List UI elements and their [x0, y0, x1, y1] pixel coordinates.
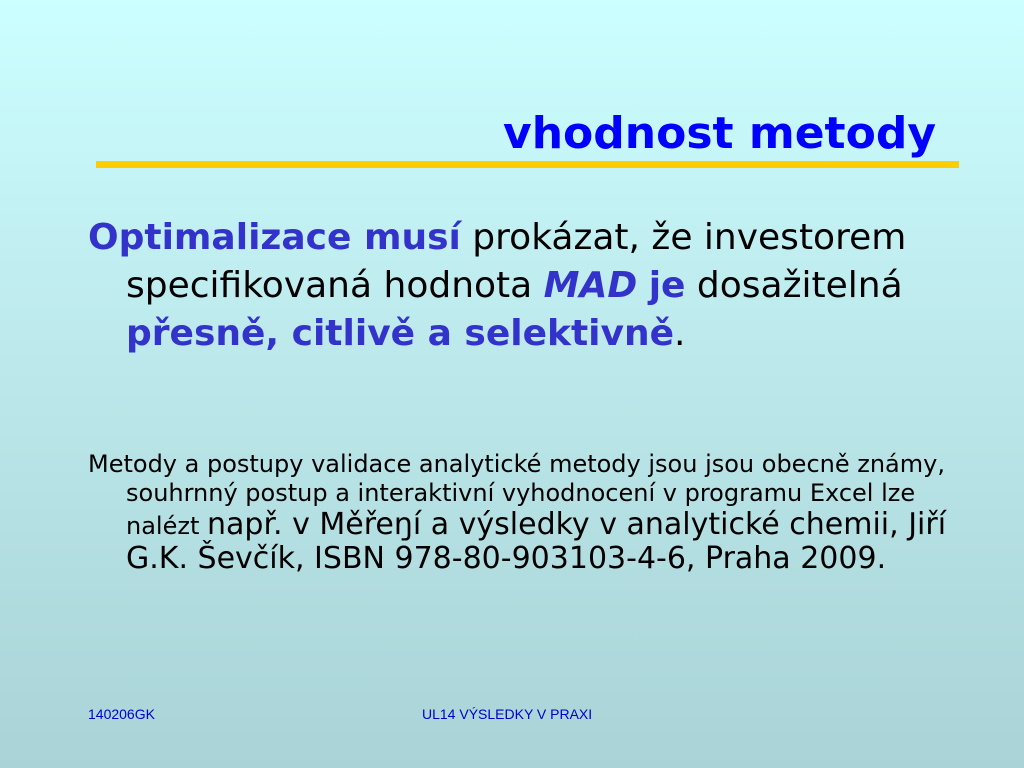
text-dosazitelna: dosažitelná [685, 265, 903, 306]
title-underline [96, 161, 959, 168]
text-reference: např. v Měřeŋí a výsledky v analytické chemii, Jiří G.K. Ševčík, ISBN 978-80-903103-4-6, Praha 2009. [126, 507, 947, 576]
paragraph-metody [88, 450, 948, 576]
highlight-optimalizace: Optimalizace musí [88, 217, 461, 258]
highlight-presne: přesně, citlivě a selektivně [126, 313, 675, 354]
text-metody: Metody a postupy validace analytické metody jsou jsou obecně známy, souhrnný postup a interaktivní vyhodnocení v programu Excel lze nalézt [88, 450, 945, 540]
text-space [637, 265, 648, 306]
paragraph-optimalizace [88, 214, 938, 358]
highlight-mad: MAD [543, 265, 638, 306]
footer-date: 140206GK [88, 706, 155, 722]
footer-title: UL14 VÝSLEDKY V PRAXI [422, 706, 593, 722]
highlight-je: je [648, 265, 686, 306]
text-prokazat: prokázat, že investorem specifikovaná hodnota [126, 217, 907, 306]
text-period: . [674, 313, 686, 354]
slide-title: vhodnost metody [503, 108, 936, 159]
